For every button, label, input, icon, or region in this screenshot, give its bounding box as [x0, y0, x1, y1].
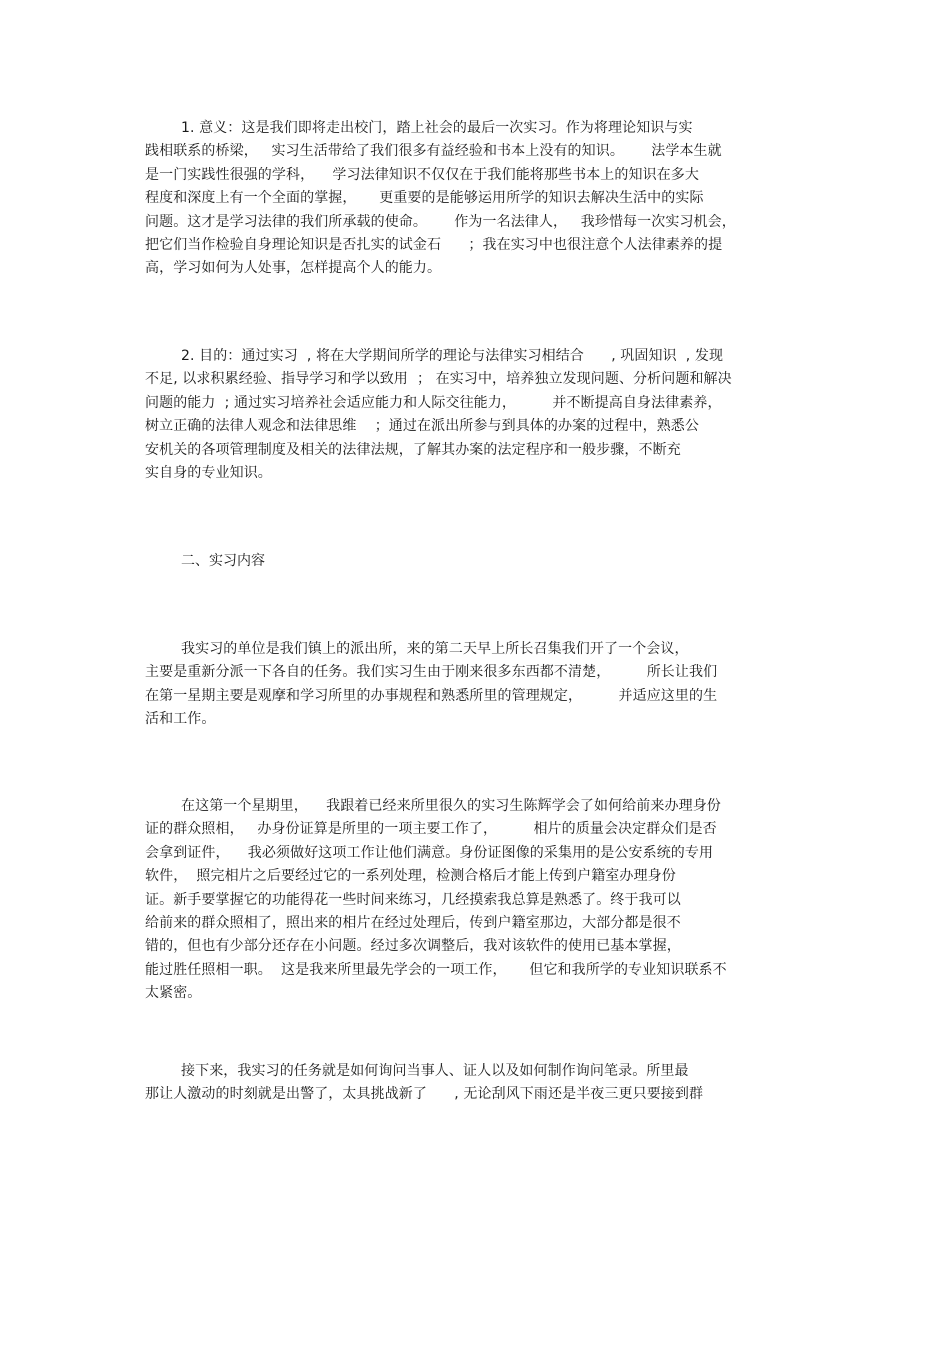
text-line: 能过胜任照相一职。 这是我来所里最先学会的一项工作， 但它和我所学的专业知识联系不 [145, 961, 727, 978]
text-line: 在这第一个星期里， 我跟着已经来所里很久的实习生陈辉学会了如何给前来办理身份 [181, 798, 721, 814]
paragraph-significance [145, 117, 800, 281]
paragraph-internship-unit [145, 638, 800, 732]
text-line: 活和工作。 [145, 711, 216, 728]
text-line: 错的，但也有少部分还存在小问题。经过多次调整后，我对该软件的使用已基本掌握， [145, 938, 681, 955]
text-line: 安机关的各项管理制度及相关的法律法规，了解其办案的法定程序和一般步骤，不断充 [145, 441, 681, 458]
text-line: 是一门实践性很强的学科， 学习法律知识不仅仅在于我们能将那些书本上的知识在多大 [145, 166, 699, 183]
text-line: 问题。这才是学习法律的我们所承载的使命。 作为一名法律人， 我珍惜每一次实习机会， [145, 213, 736, 230]
text-line: 证的群众照相， 办身份证算是所里的一项主要工作了， 相片的质量会决定群众们是否 [145, 821, 717, 838]
paragraph-purpose [145, 345, 800, 485]
text-line: 证。新手要掌握它的功能得花一些时间来练习，几经摸索我总算是熟悉了。终于我可以 [145, 891, 681, 908]
text-line: 那让人激动的时刻就是出警了，太具挑战新了 , 无论刮风下雨还是半夜三更只要接到群 [145, 1086, 704, 1103]
text-line: 实自身的专业知识。 [145, 464, 272, 481]
text-line: 软件， 照完相片之后要经过它的一系列处理，检测合格后才能上传到户籍室办理身份 [145, 868, 676, 885]
text-line: 在第一星期主要是观摩和学习所里的办事规程和熟悉所里的管理规定， 并适应这里的生 [145, 687, 718, 704]
text-line: 接下来，我实习的任务就是如何询问当事人、证人以及如何制作询问笔录。所里最 [181, 1063, 689, 1079]
paragraph-first-week [145, 795, 800, 1006]
text-line: 把它们当作检验自身理论知识是否扎实的试金石 ；我在实习中也很注意个人法律素养的提 [145, 236, 723, 253]
text-line: 践相联系的桥梁， 实习生活带给了我们很多有益经验和书本上没有的知识。 法学本生就 [145, 143, 722, 160]
text-line: 给前来的群众照相了，照出来的相片在经过处理后，传到户籍室那边，大部分都是很不 [145, 914, 681, 931]
section-heading: 二、实习内容 [181, 553, 265, 569]
text-line: 高，学习如何为人处事，怎样提高个人的能力。 [145, 260, 442, 277]
text-line: 主要是重新分派一下各自的任务。我们实习生由于刚来很多东西都不清楚， 所长让我们 [145, 664, 718, 681]
text-line: 程度和深度上有一个全面的掌握， 更重要的是能够运用所学的知识去解决生活中的实际 [145, 190, 704, 207]
text-line: 1. 意义：这是我们即将走出校门，踏上社会的最后一次实习。作为将理论知识与实 [181, 120, 693, 136]
text-line: 太紧密。 [145, 985, 202, 1002]
paragraph-next-task [145, 1060, 800, 1107]
text-line: 树立正确的法律人观念和法律思维 ；通过在派出所参与到具体的办案的过程中，熟悉公 [145, 418, 699, 435]
text-line: 2. 目的：通过实习 , 将在大学期间所学的理论与法律实习相结合 , 巩固知识 , 发现 [181, 348, 724, 364]
text-line: 问题的能力 ; 通过实习培养社会适应能力和人际交往能力， 并不断提高自身法律素养， [145, 394, 722, 411]
text-line: 我实习的单位是我们镇上的派出所，来的第二天早上所长召集我们开了一个会议， [181, 641, 689, 657]
text-line: 会拿到证件， 我必须做好这项工作让他们满意。身份证图像的采集用的是公安系统的专用 [145, 844, 714, 861]
text-line: 不足, 以求积累经验、指导学习和学以致用 ； 在实习中，培养独立发现问题、分析问题和解决 [145, 371, 732, 388]
